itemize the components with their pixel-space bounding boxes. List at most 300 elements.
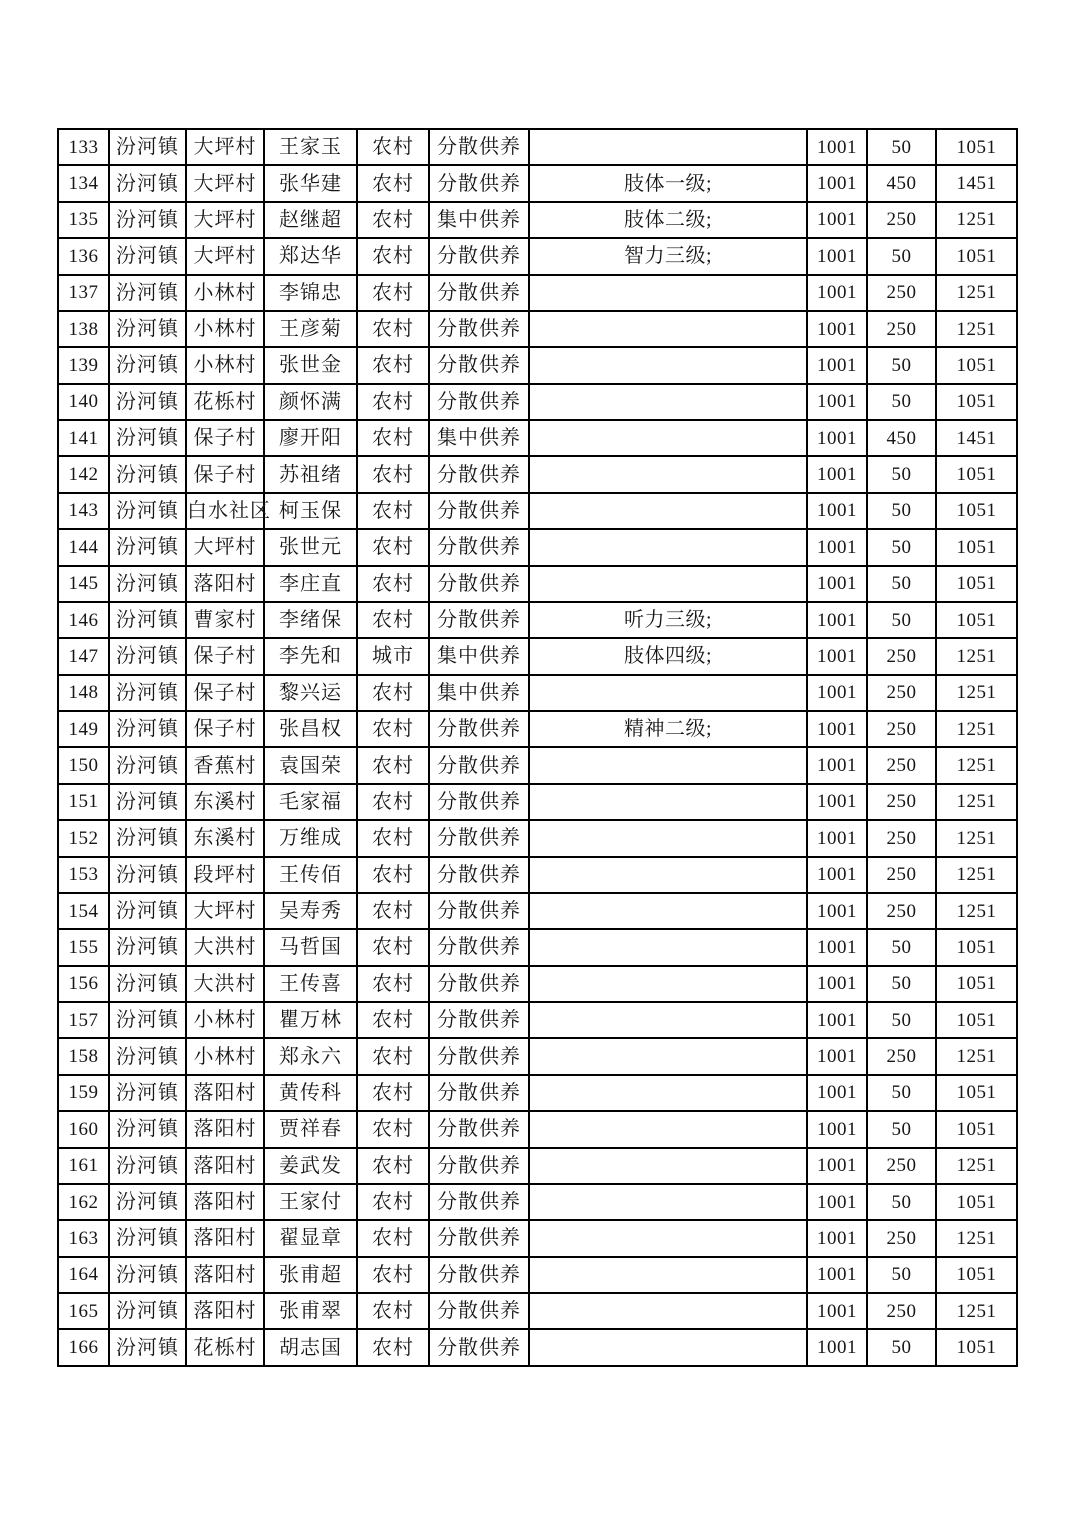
cell-subsidy-amount: 450 (867, 420, 936, 456)
cell-person-name: 毛家福 (264, 784, 357, 820)
cell-residence-type: 城市 (357, 638, 429, 674)
table-row (58, 493, 1017, 529)
cell-town: 汾河镇 (109, 1329, 186, 1366)
cell-total-amount: 1051 (936, 1002, 1017, 1038)
cell-residence-type: 农村 (357, 311, 429, 347)
cell-support-type: 分散供养 (429, 929, 529, 965)
cell-support-type: 分散供养 (429, 820, 529, 856)
cell-support-type: 分散供养 (429, 1220, 529, 1256)
cell-total-amount: 1051 (936, 347, 1017, 383)
cell-row-number: 133 (58, 129, 109, 165)
cell-person-name: 郑永六 (264, 1038, 357, 1074)
cell-disability-level (529, 1220, 807, 1256)
cell-base-amount: 1001 (807, 747, 867, 783)
table-row (58, 347, 1017, 383)
cell-support-type: 分散供养 (429, 893, 529, 929)
cell-residence-type: 农村 (357, 420, 429, 456)
cell-person-name: 张世金 (264, 347, 357, 383)
cell-village: 大坪村 (186, 129, 264, 165)
cell-residence-type: 农村 (357, 1038, 429, 1074)
cell-person-name: 张华建 (264, 165, 357, 201)
table-row (58, 966, 1017, 1002)
cell-row-number: 151 (58, 784, 109, 820)
cell-total-amount: 1051 (936, 529, 1017, 565)
cell-subsidy-amount: 50 (867, 966, 936, 1002)
cell-town: 汾河镇 (109, 711, 186, 747)
cell-residence-type: 农村 (357, 711, 429, 747)
cell-row-number: 156 (58, 966, 109, 1002)
cell-total-amount: 1451 (936, 165, 1017, 201)
cell-town: 汾河镇 (109, 747, 186, 783)
cell-row-number: 152 (58, 820, 109, 856)
table-row (58, 784, 1017, 820)
cell-support-type: 集中供养 (429, 202, 529, 238)
cell-disability-level (529, 129, 807, 165)
cell-subsidy-amount: 50 (867, 566, 936, 602)
cell-person-name: 郑达华 (264, 238, 357, 274)
cell-total-amount: 1051 (936, 1257, 1017, 1293)
cell-base-amount: 1001 (807, 1257, 867, 1293)
cell-support-type: 分散供养 (429, 1293, 529, 1329)
cell-person-name: 张甫超 (264, 1257, 357, 1293)
cell-support-type: 分散供养 (429, 275, 529, 311)
cell-village: 白水社区 (186, 493, 264, 529)
cell-total-amount: 1051 (936, 602, 1017, 638)
cell-row-number: 141 (58, 420, 109, 456)
cell-total-amount: 1251 (936, 784, 1017, 820)
cell-residence-type: 农村 (357, 1257, 429, 1293)
cell-town: 汾河镇 (109, 929, 186, 965)
cell-subsidy-amount: 50 (867, 238, 936, 274)
cell-support-type: 分散供养 (429, 129, 529, 165)
cell-disability-level: 精神二级; (529, 711, 807, 747)
cell-base-amount: 1001 (807, 784, 867, 820)
cell-disability-level (529, 784, 807, 820)
cell-person-name: 李先和 (264, 638, 357, 674)
table-row (58, 1002, 1017, 1038)
cell-village: 花栎村 (186, 1329, 264, 1366)
cell-base-amount: 1001 (807, 238, 867, 274)
cell-residence-type: 农村 (357, 129, 429, 165)
cell-total-amount: 1251 (936, 202, 1017, 238)
cell-subsidy-amount: 50 (867, 1329, 936, 1366)
cell-village: 曹家村 (186, 602, 264, 638)
cell-base-amount: 1001 (807, 675, 867, 711)
cell-village: 大洪村 (186, 929, 264, 965)
cell-village: 小林村 (186, 1002, 264, 1038)
cell-row-number: 142 (58, 456, 109, 492)
cell-person-name: 瞿万林 (264, 1002, 357, 1038)
table-row (58, 1038, 1017, 1074)
cell-support-type: 分散供养 (429, 966, 529, 1002)
cell-row-number: 140 (58, 384, 109, 420)
cell-town: 汾河镇 (109, 384, 186, 420)
cell-subsidy-amount: 250 (867, 275, 936, 311)
cell-subsidy-amount: 50 (867, 1075, 936, 1111)
cell-village: 东溪村 (186, 820, 264, 856)
cell-disability-level: 智力三级; (529, 238, 807, 274)
cell-village: 落阳村 (186, 1257, 264, 1293)
cell-town: 汾河镇 (109, 493, 186, 529)
cell-row-number: 160 (58, 1111, 109, 1147)
cell-town: 汾河镇 (109, 347, 186, 383)
cell-support-type: 分散供养 (429, 1038, 529, 1074)
cell-person-name: 李锦忠 (264, 275, 357, 311)
cell-support-type: 分散供养 (429, 1111, 529, 1147)
cell-town: 汾河镇 (109, 420, 186, 456)
cell-total-amount: 1051 (936, 566, 1017, 602)
cell-village: 落阳村 (186, 1111, 264, 1147)
cell-residence-type: 农村 (357, 857, 429, 893)
cell-row-number: 149 (58, 711, 109, 747)
cell-base-amount: 1001 (807, 1111, 867, 1147)
cell-town: 汾河镇 (109, 238, 186, 274)
cell-residence-type: 农村 (357, 1075, 429, 1111)
cell-total-amount: 1051 (936, 1329, 1017, 1366)
cell-person-name: 王彦菊 (264, 311, 357, 347)
table-row (58, 1329, 1017, 1366)
cell-town: 汾河镇 (109, 893, 186, 929)
cell-base-amount: 1001 (807, 311, 867, 347)
cell-disability-level (529, 566, 807, 602)
cell-person-name: 廖开阳 (264, 420, 357, 456)
cell-base-amount: 1001 (807, 129, 867, 165)
cell-disability-level (529, 675, 807, 711)
cell-person-name: 黄传科 (264, 1075, 357, 1111)
cell-person-name: 李绪保 (264, 602, 357, 638)
cell-support-type: 分散供养 (429, 1184, 529, 1220)
cell-row-number: 163 (58, 1220, 109, 1256)
cell-support-type: 集中供养 (429, 420, 529, 456)
cell-residence-type: 农村 (357, 384, 429, 420)
cell-base-amount: 1001 (807, 202, 867, 238)
cell-support-type: 分散供养 (429, 529, 529, 565)
table-row (58, 165, 1017, 201)
table-row (58, 1220, 1017, 1256)
cell-village: 小林村 (186, 275, 264, 311)
cell-town: 汾河镇 (109, 1257, 186, 1293)
cell-subsidy-amount: 50 (867, 1111, 936, 1147)
cell-total-amount: 1251 (936, 747, 1017, 783)
cell-subsidy-amount: 450 (867, 165, 936, 201)
cell-disability-level (529, 1038, 807, 1074)
cell-base-amount: 1001 (807, 493, 867, 529)
cell-total-amount: 1051 (936, 384, 1017, 420)
cell-person-name: 姜武发 (264, 1148, 357, 1184)
cell-total-amount: 1251 (936, 1220, 1017, 1256)
cell-disability-level (529, 1075, 807, 1111)
table-row (58, 1293, 1017, 1329)
cell-subsidy-amount: 50 (867, 1184, 936, 1220)
cell-person-name: 翟显章 (264, 1220, 357, 1256)
cell-subsidy-amount: 50 (867, 1002, 936, 1038)
cell-row-number: 158 (58, 1038, 109, 1074)
cell-town: 汾河镇 (109, 1220, 186, 1256)
cell-base-amount: 1001 (807, 638, 867, 674)
cell-disability-level (529, 857, 807, 893)
cell-base-amount: 1001 (807, 1148, 867, 1184)
cell-row-number: 155 (58, 929, 109, 965)
cell-residence-type: 农村 (357, 202, 429, 238)
cell-support-type: 分散供养 (429, 384, 529, 420)
cell-base-amount: 1001 (807, 275, 867, 311)
cell-town: 汾河镇 (109, 784, 186, 820)
cell-disability-level: 肢体一级; (529, 165, 807, 201)
cell-person-name: 张昌权 (264, 711, 357, 747)
cell-town: 汾河镇 (109, 1148, 186, 1184)
cell-support-type: 分散供养 (429, 1075, 529, 1111)
cell-total-amount: 1251 (936, 311, 1017, 347)
cell-row-number: 147 (58, 638, 109, 674)
cell-person-name: 柯玉保 (264, 493, 357, 529)
cell-residence-type: 农村 (357, 165, 429, 201)
cell-person-name: 吴寿秀 (264, 893, 357, 929)
cell-disability-level (529, 893, 807, 929)
cell-base-amount: 1001 (807, 602, 867, 638)
cell-subsidy-amount: 50 (867, 1257, 936, 1293)
table-row (58, 420, 1017, 456)
cell-support-type: 分散供养 (429, 1257, 529, 1293)
cell-disability-level (529, 529, 807, 565)
table-row (58, 1184, 1017, 1220)
cell-support-type: 分散供养 (429, 493, 529, 529)
cell-disability-level (529, 929, 807, 965)
cell-town: 汾河镇 (109, 1075, 186, 1111)
table-row (58, 311, 1017, 347)
cell-disability-level (529, 493, 807, 529)
cell-village: 大坪村 (186, 238, 264, 274)
cell-disability-level (529, 311, 807, 347)
cell-village: 花栎村 (186, 384, 264, 420)
cell-town: 汾河镇 (109, 602, 186, 638)
table-row (58, 202, 1017, 238)
cell-row-number: 161 (58, 1148, 109, 1184)
cell-support-type: 分散供养 (429, 784, 529, 820)
cell-town: 汾河镇 (109, 638, 186, 674)
table-row (58, 820, 1017, 856)
cell-subsidy-amount: 50 (867, 602, 936, 638)
cell-base-amount: 1001 (807, 1002, 867, 1038)
cell-support-type: 分散供养 (429, 711, 529, 747)
cell-base-amount: 1001 (807, 456, 867, 492)
cell-person-name: 胡志国 (264, 1329, 357, 1366)
cell-row-number: 145 (58, 566, 109, 602)
cell-subsidy-amount: 50 (867, 129, 936, 165)
table-row (58, 711, 1017, 747)
cell-row-number: 157 (58, 1002, 109, 1038)
cell-support-type: 分散供养 (429, 566, 529, 602)
cell-subsidy-amount: 250 (867, 820, 936, 856)
cell-subsidy-amount: 250 (867, 1293, 936, 1329)
cell-total-amount: 1251 (936, 1293, 1017, 1329)
cell-village: 落阳村 (186, 1293, 264, 1329)
cell-person-name: 袁国荣 (264, 747, 357, 783)
cell-support-type: 分散供养 (429, 347, 529, 383)
cell-row-number: 150 (58, 747, 109, 783)
cell-row-number: 165 (58, 1293, 109, 1329)
cell-subsidy-amount: 50 (867, 493, 936, 529)
cell-subsidy-amount: 250 (867, 1038, 936, 1074)
cell-support-type: 集中供养 (429, 675, 529, 711)
cell-town: 汾河镇 (109, 165, 186, 201)
cell-village: 落阳村 (186, 566, 264, 602)
cell-residence-type: 农村 (357, 1293, 429, 1329)
cell-support-type: 分散供养 (429, 1148, 529, 1184)
cell-village: 落阳村 (186, 1148, 264, 1184)
cell-total-amount: 1251 (936, 675, 1017, 711)
cell-person-name: 黎兴运 (264, 675, 357, 711)
cell-person-name: 颜怀满 (264, 384, 357, 420)
cell-support-type: 分散供养 (429, 238, 529, 274)
cell-disability-level (529, 347, 807, 383)
cell-support-type: 分散供养 (429, 311, 529, 347)
cell-person-name: 张世元 (264, 529, 357, 565)
records-table (57, 128, 1018, 1367)
cell-town: 汾河镇 (109, 529, 186, 565)
cell-base-amount: 1001 (807, 929, 867, 965)
table-row (58, 529, 1017, 565)
cell-row-number: 153 (58, 857, 109, 893)
cell-base-amount: 1001 (807, 893, 867, 929)
cell-village: 落阳村 (186, 1075, 264, 1111)
cell-total-amount: 1251 (936, 1038, 1017, 1074)
cell-subsidy-amount: 250 (867, 638, 936, 674)
cell-person-name: 王传佰 (264, 857, 357, 893)
cell-residence-type: 农村 (357, 1184, 429, 1220)
cell-residence-type: 农村 (357, 275, 429, 311)
cell-village: 大坪村 (186, 165, 264, 201)
cell-base-amount: 1001 (807, 566, 867, 602)
cell-disability-level (529, 275, 807, 311)
table-row (58, 238, 1017, 274)
cell-base-amount: 1001 (807, 1184, 867, 1220)
cell-total-amount: 1051 (936, 1111, 1017, 1147)
cell-person-name: 赵继超 (264, 202, 357, 238)
cell-town: 汾河镇 (109, 1038, 186, 1074)
cell-residence-type: 农村 (357, 1148, 429, 1184)
table-row (58, 893, 1017, 929)
records-table-body (58, 129, 1017, 1366)
cell-village: 落阳村 (186, 1184, 264, 1220)
cell-total-amount: 1051 (936, 1075, 1017, 1111)
cell-disability-level (529, 456, 807, 492)
cell-residence-type: 农村 (357, 238, 429, 274)
cell-row-number: 136 (58, 238, 109, 274)
cell-village: 大坪村 (186, 893, 264, 929)
cell-person-name: 王家玉 (264, 129, 357, 165)
cell-support-type: 分散供养 (429, 456, 529, 492)
cell-town: 汾河镇 (109, 311, 186, 347)
cell-residence-type: 农村 (357, 1111, 429, 1147)
cell-total-amount: 1251 (936, 820, 1017, 856)
cell-total-amount: 1051 (936, 493, 1017, 529)
cell-base-amount: 1001 (807, 1293, 867, 1329)
cell-disability-level (529, 966, 807, 1002)
cell-support-type: 分散供养 (429, 747, 529, 783)
cell-row-number: 135 (58, 202, 109, 238)
table-row (58, 857, 1017, 893)
table-row (58, 602, 1017, 638)
cell-person-name: 马哲国 (264, 929, 357, 965)
cell-base-amount: 1001 (807, 966, 867, 1002)
cell-residence-type: 农村 (357, 493, 429, 529)
cell-town: 汾河镇 (109, 675, 186, 711)
cell-person-name: 张甫翠 (264, 1293, 357, 1329)
cell-village: 保子村 (186, 420, 264, 456)
cell-town: 汾河镇 (109, 1293, 186, 1329)
cell-row-number: 134 (58, 165, 109, 201)
table-row (58, 747, 1017, 783)
cell-row-number: 148 (58, 675, 109, 711)
cell-total-amount: 1051 (936, 966, 1017, 1002)
cell-subsidy-amount: 250 (867, 1220, 936, 1256)
cell-base-amount: 1001 (807, 529, 867, 565)
cell-town: 汾河镇 (109, 1002, 186, 1038)
cell-base-amount: 1001 (807, 1075, 867, 1111)
cell-village: 保子村 (186, 456, 264, 492)
cell-residence-type: 农村 (357, 529, 429, 565)
cell-town: 汾河镇 (109, 275, 186, 311)
cell-total-amount: 1251 (936, 893, 1017, 929)
table-row (58, 566, 1017, 602)
cell-residence-type: 农村 (357, 456, 429, 492)
cell-subsidy-amount: 250 (867, 857, 936, 893)
table-row (58, 1075, 1017, 1111)
cell-subsidy-amount: 50 (867, 384, 936, 420)
cell-base-amount: 1001 (807, 1329, 867, 1366)
cell-row-number: 166 (58, 1329, 109, 1366)
cell-village: 大坪村 (186, 529, 264, 565)
cell-disability-level (529, 1293, 807, 1329)
table-row (58, 929, 1017, 965)
cell-person-name: 王传喜 (264, 966, 357, 1002)
cell-row-number: 137 (58, 275, 109, 311)
cell-total-amount: 1051 (936, 456, 1017, 492)
cell-town: 汾河镇 (109, 1111, 186, 1147)
cell-subsidy-amount: 250 (867, 711, 936, 747)
cell-disability-level (529, 384, 807, 420)
cell-residence-type: 农村 (357, 820, 429, 856)
cell-total-amount: 1251 (936, 1148, 1017, 1184)
cell-disability-level (529, 820, 807, 856)
cell-total-amount: 1251 (936, 638, 1017, 674)
cell-village: 保子村 (186, 711, 264, 747)
cell-disability-level: 听力三级; (529, 602, 807, 638)
cell-disability-level (529, 747, 807, 783)
cell-residence-type: 农村 (357, 929, 429, 965)
cell-residence-type: 农村 (357, 602, 429, 638)
cell-support-type: 分散供养 (429, 165, 529, 201)
cell-support-type: 分散供养 (429, 1002, 529, 1038)
cell-town: 汾河镇 (109, 202, 186, 238)
cell-total-amount: 1251 (936, 857, 1017, 893)
cell-base-amount: 1001 (807, 1038, 867, 1074)
cell-village: 大坪村 (186, 202, 264, 238)
cell-village: 小林村 (186, 347, 264, 383)
table-row (58, 1111, 1017, 1147)
cell-village: 保子村 (186, 675, 264, 711)
cell-support-type: 分散供养 (429, 1329, 529, 1366)
cell-disability-level: 肢体二级; (529, 202, 807, 238)
cell-disability-level (529, 1184, 807, 1220)
cell-village: 段坪村 (186, 857, 264, 893)
cell-total-amount: 1451 (936, 420, 1017, 456)
cell-subsidy-amount: 50 (867, 929, 936, 965)
table-row (58, 1257, 1017, 1293)
cell-village: 香蕉村 (186, 747, 264, 783)
cell-disability-level (529, 1148, 807, 1184)
cell-disability-level (529, 1329, 807, 1366)
